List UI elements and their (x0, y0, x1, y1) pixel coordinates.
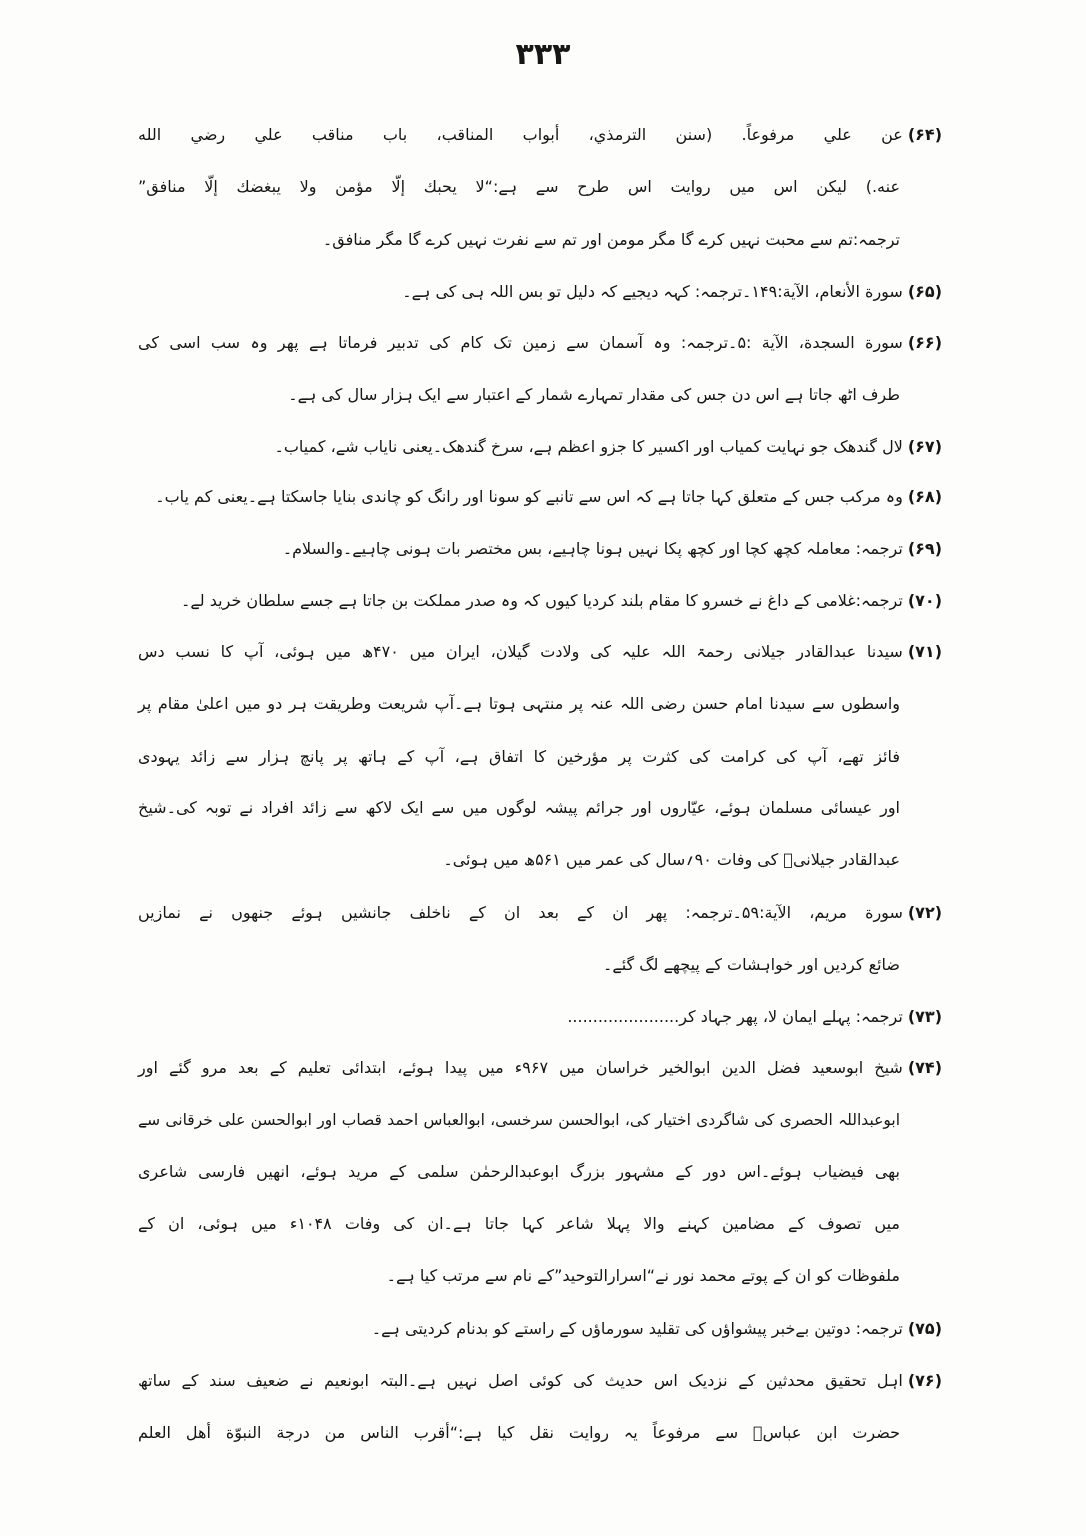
note-70-number: (۷۰) (907, 591, 942, 610)
note-64-number: (۶۴) (907, 125, 942, 144)
note-64-text-1: عن علي مرفوعاً. (سنن الترمذي، أبواب المناقب، باب مناقب علي رضي الله (138, 125, 903, 144)
note-67-line-1 (138, 425, 942, 469)
note-74-line-5: ملفوظات کو ان کے پوتے محمد نور نے“اسرارالتوحید”کے نام سے مرتب کیا ہے۔ (386, 1266, 900, 1285)
note-75-number: (۷۵) (907, 1319, 942, 1338)
note-71-line-1 (138, 630, 942, 674)
note-70-text-1: ترجمہ:غلامی کے داغ نے خسرو کا مقام بلند کردیا کیوں کہ وہ صدر مملکت بن جاتا ہے جسے سلطان خرید لے۔ (181, 591, 903, 610)
note-66-text-1: سورة السجدة، الآية :۵۔ترجمہ: وہ آسمان سے زمین تک کام کی تدبیر فرماتا ہے پھر وہ سب اسی کی (138, 333, 903, 352)
note-74-text-1: شیخ ابوسعید فضل الدین ابوالخیر خراسان میں ۹۶۷ء میں پیدا ہوئے، ابتدائی تعلیم کے بعد مرو گئے اور (138, 1058, 903, 1077)
note-66-line-1 (138, 321, 942, 365)
note-68-line-1 (138, 475, 942, 519)
note-73-number: (۷۳) (907, 1007, 942, 1026)
note-68-number: (۶۸) (907, 487, 942, 506)
note-76-line-1 (138, 1359, 942, 1403)
note-71-line-3: فائز تھے، آپ کی کرامت کی کثرت پر مؤرخین کا اتفاق ہے، آپ کے ہاتھ پر پانچ ہزار سے زائد یہودی (138, 747, 900, 766)
page-number: ۳۳۳ (515, 37, 571, 72)
note-72-text-1: سورة مريم، الآية:۵۹۔ترجمہ: پھر ان کے بعد ان کے ناخلف جانشیں ہوئے جنھوں نے نمازیں (138, 903, 903, 922)
note-75-text-1: ترجمہ: دوتین بےخبر پیشواؤں کی تقلید سورماؤں کے راستے کو بدنام کردیتی ہے۔ (371, 1319, 903, 1338)
note-69-number: (۶۹) (907, 539, 942, 558)
note-74-line-2: ابوعبداللہ الحصری کی شاگردی اختیار کی، ابوالحسن سرخسی، ابوالعباس احمد قصاب اور ابوالحسن علی خرقانی سے (138, 1111, 900, 1129)
note-75-line-1 (138, 1307, 942, 1351)
note-71-line-4: اور عیسائی مسلمان ہوئے، عیّاروں اور جرائم پیشہ لوگوں میں سے ایک لاکھ سے زائد افراد نے توبہ کی۔شیخ (138, 798, 900, 817)
note-76-line-2: حضرت ابن عباسؓ سے مرفوعاً یہ روایت نقل کیا ہے:“أقرب الناس من درجة النبوّة أهل العلم (138, 1423, 900, 1442)
note-74-number: (۷۴) (907, 1058, 942, 1077)
note-67-text-1: لال گندھک جو نہایت کمیاب اور اکسیر کا جزو اعظم ہے، سرخ گندھک۔یعنی نایاب شے، کمیاب۔ (274, 437, 903, 456)
note-66-number: (۶۶) (907, 333, 942, 352)
note-65-text-1: سورة الأنعام، الآية:۱۴۹۔ترجمہ: کہہ دیجیے کہ دلیل تو بس اللہ ہی کی ہے۔ (402, 282, 903, 301)
note-76-number: (۷۶) (907, 1371, 942, 1390)
note-71-line-5: عبدالقادر جیلانیؒ کی وفات ۹۰؍سال کی عمر میں ۵۶۱ھ میں ہوئی۔ (443, 850, 900, 869)
note-68-text-1: وہ مرکب جس کے متعلق کہا جاتا ہے کہ اس سے تانبے کو سونا اور رانگ کو چاندی بنایا جاسکتا ہے۔یعنی کم یاب۔ (155, 487, 903, 506)
note-66-line-2: طرف اٹھ جاتا ہے اس دن جس کی مقدار تمہارے شمار کے اعتبار سے ایک ہزار سال کی ہے۔ (288, 385, 900, 404)
note-72-line-2: ضائع کردیں اور خواہشات کے پیچھے لگ گئے۔ (602, 955, 900, 974)
note-72-number: (۷۲) (907, 903, 943, 922)
note-65-number: (۶۵) (907, 282, 942, 301)
note-71-line-2: واسطوں سے سیدنا امام حسن رضی اللہ عنہ پر منتہی ہوتا ہے۔آپ شریعت وطریقت ہر دو میں اعلیٰ مقام پر (138, 694, 900, 713)
note-74-line-3: بھی فیضیاب ہوئے۔اس دور کے مشہور بزرگ ابوعبدالرحمٰن سلمی کے مرید ہوئے، انھیں فارسی شاعری (138, 1162, 900, 1181)
note-70-line-1 (138, 579, 942, 623)
note-73-text-1: ترجمہ: پہلے ایمان لا، پھر جہاد کر...................... (567, 1007, 903, 1026)
note-74-line-4: میں تصوف کے مضامین کہنے والا پہلا شاعر کہا جاتا ہے۔ان کی وفات ۱۰۴۸ء میں ہوئی، ان کے (138, 1214, 900, 1233)
note-67-number: (۶۷) (907, 437, 942, 456)
note-64-line-3: ترجمہ:تم سے محبت نہیں کرے گا مگر مومن اور تم سے نفرت نہیں کرے گا مگر منافق۔ (322, 230, 900, 249)
note-65-line-1 (138, 270, 942, 314)
note-64-line-1 (138, 113, 942, 157)
note-76-text-1: اہل تحقیق محدثین کے نزدیک اس حدیث کی کوئی اصل نہیں ہے۔البتہ ابونعیم نے ضعیف سند کے ساتھ (138, 1371, 903, 1390)
note-73-line-1 (138, 995, 942, 1039)
note-72-line-1 (138, 891, 942, 935)
note-64-line-2: عنه.) لیکن اس میں روایت اس طرح سے ہے:“لا يحبك إلّا مؤمن ولا يبغضك إلّا منافق” (138, 177, 900, 196)
note-71-number: (۷۱) (907, 642, 942, 661)
note-69-text-1: ترجمہ: معاملہ کچھ کچا اور کچھ پکا نہیں ہونا چاہیے، بس مختصر بات ہونی چاہیے۔والسلام۔ (282, 539, 903, 558)
note-74-line-1 (138, 1046, 942, 1090)
note-69-line-1 (138, 527, 942, 571)
note-71-text-1: سیدنا عبدالقادر جیلانی رحمۃ اللہ علیہ کی ولادت گیلان، ایران میں ۴۷۰ھ میں ہوئی، آپ کا نسب دس (138, 642, 903, 661)
